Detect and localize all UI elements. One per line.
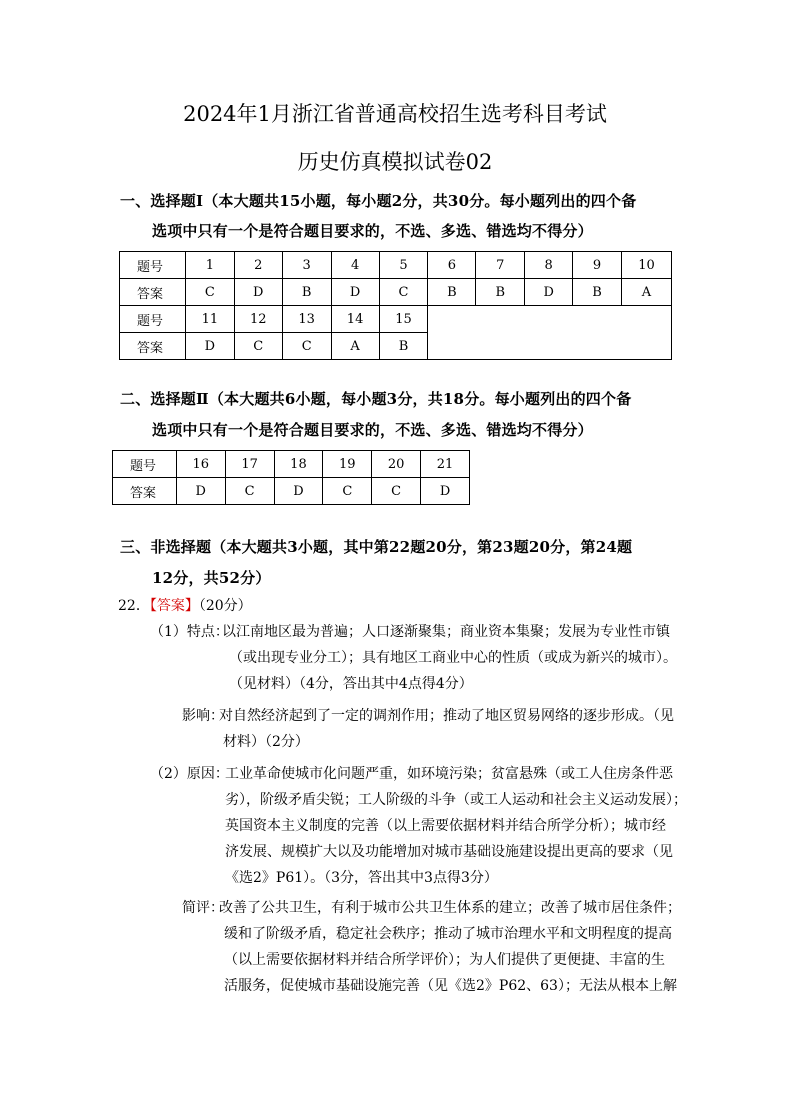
q22-part1-impact-label: 影响： [182, 708, 224, 724]
answer-cell: C [234, 333, 282, 360]
q22-part2-comment-line: 改善了公共卫生，有利于城市公共卫生体系的建立；改善了城市居住条件； [219, 900, 681, 916]
question-number: 8 [525, 252, 573, 279]
answer-cell: C [372, 478, 421, 505]
q22-part2-line: 工业革命使城市化问题严重，如环境污染；贫富悬殊（或工人住房条件恶 [225, 766, 673, 782]
q22-part2-comment-line: 活服务，促使城市基础设施完善（见《选2》P62、63）；无法从根本上解 [224, 978, 677, 994]
question-label: 题号 [120, 306, 186, 333]
question-number: 16 [176, 451, 225, 478]
answer-label: 答案 [120, 333, 186, 360]
answer-cell: B [573, 279, 622, 306]
q22-part2-line: 劣），阶级矛盾尖锐；工人阶级的斗争（或工人运动和社会主义运动发展）； [225, 792, 687, 808]
q22-header [118, 593, 252, 619]
q22-part1-line: （或出现专业分工）；具有地区工商业中心的性质（或成为新兴的城市）。 [229, 650, 677, 666]
question-number: 5 [379, 252, 428, 279]
q22-number: 22． [118, 598, 150, 614]
exam-subtitle: 历史仿真模拟试卷02 [297, 150, 493, 174]
question-number: 20 [372, 451, 421, 478]
answer-cell: A [622, 279, 672, 306]
section3-heading-line1: 三、非选择题（本大题共3小题，其中第22题20分，第23题20分，第24题 [120, 538, 633, 556]
section1-heading-line2: 选项中只有一个是符合题目要求的，不选、多选、错选均不得分） [152, 222, 593, 240]
answer-cell: A [331, 333, 379, 360]
section2-heading-line2: 选项中只有一个是符合题目要求的，不选、多选、错选均不得分） [152, 421, 593, 439]
q22-points: （20分） [198, 598, 252, 614]
answer-cell: C [379, 279, 428, 306]
table-row [113, 451, 470, 478]
question-number: 14 [331, 306, 379, 333]
answer-cell: D [234, 279, 282, 306]
question-number: 15 [379, 306, 428, 333]
q22-part2-line: 《选2》P61）。（3分，答出其中3点得3分） [225, 870, 498, 886]
answer-cell: D [176, 478, 225, 505]
section3-heading-line2: 12分，共52分） [152, 569, 271, 587]
q22-part1-impact-line: 对自然经济起到了一定的调剂作用；推动了地区贸易网络的逐步形成。（见 [219, 708, 674, 724]
question-number: 17 [225, 451, 274, 478]
answer-tag: 【答案】 [149, 598, 199, 614]
answer-cell: D [525, 279, 573, 306]
question-number: 7 [476, 252, 525, 279]
q22-part2-comment-label: 简评： [182, 900, 224, 916]
question-number: 13 [282, 306, 331, 333]
table-row [120, 306, 672, 333]
table-row [113, 478, 470, 505]
answer-cell: D [331, 279, 379, 306]
answer-cell: B [476, 279, 525, 306]
section1-answer-table [119, 251, 672, 360]
answer-cell: B [428, 279, 476, 306]
answer-cell: D [185, 333, 234, 360]
section1-heading-line1: 一、选择题Ⅰ（本大题共15小题，每小题2分，共30分。每小题列出的四个备 [120, 192, 637, 210]
answer-cell: C [225, 478, 274, 505]
question-number: 6 [428, 252, 476, 279]
q22-part2-line: 济发展、规模扩大以及功能增加对城市基础设施建设提出更高的要求（见 [225, 844, 673, 860]
empty-merged-cell [428, 306, 672, 360]
question-number: 10 [622, 252, 672, 279]
question-label: 题号 [120, 252, 186, 279]
table-row [120, 252, 672, 279]
answer-label: 答案 [120, 279, 186, 306]
question-number: 2 [234, 252, 282, 279]
question-number: 12 [234, 306, 282, 333]
answer-cell: C [185, 279, 234, 306]
question-number: 18 [274, 451, 323, 478]
question-number: 4 [331, 252, 379, 279]
q22-part1-impact-line: 材料）（2分） [223, 734, 309, 750]
question-number: 1 [185, 252, 234, 279]
answer-cell: C [282, 333, 331, 360]
answer-cell: D [421, 478, 470, 505]
section2-answer-table [112, 450, 470, 505]
q22-part1-line: （见材料）（4分，答出其中4点得4分） [229, 676, 473, 692]
question-number: 11 [185, 306, 234, 333]
q22-part2-comment-line: 缓和了阶级矛盾，稳定社会秩序；推动了城市治理水平和文明程度的提高 [224, 926, 672, 942]
answer-cell: C [323, 478, 372, 505]
answer-cell: D [274, 478, 323, 505]
q22-part1-line: 以江南地区最为普遍；人口逐渐聚集；商业资本集聚；发展为专业性市镇 [222, 624, 670, 640]
answer-label: 答案 [113, 478, 177, 505]
question-number: 19 [323, 451, 372, 478]
question-number: 3 [282, 252, 331, 279]
q22-part2-label: （2）原因： [150, 766, 229, 782]
exam-title: 2024年1月浙江省普通高校招生选考科目考试 [183, 102, 607, 126]
q22-part2-comment-line: （以上需要依据材料并结合所学评价）；为人们提供了更便捷、丰富的生 [224, 952, 665, 968]
answer-cell: B [379, 333, 428, 360]
question-number: 21 [421, 451, 470, 478]
answer-cell: B [282, 279, 331, 306]
q22-part1-label: （1）特点： [150, 624, 229, 640]
question-label: 题号 [113, 451, 177, 478]
q22-part2-line: 英国资本主义制度的完善（以上需要依据材料并结合所学分析）；城市经 [225, 818, 666, 834]
section2-heading-line1: 二、选择题Ⅱ（本大题共6小题，每小题3分，共18分。每小题列出的四个备 [120, 390, 632, 408]
table-row [120, 279, 672, 306]
question-number: 9 [573, 252, 622, 279]
